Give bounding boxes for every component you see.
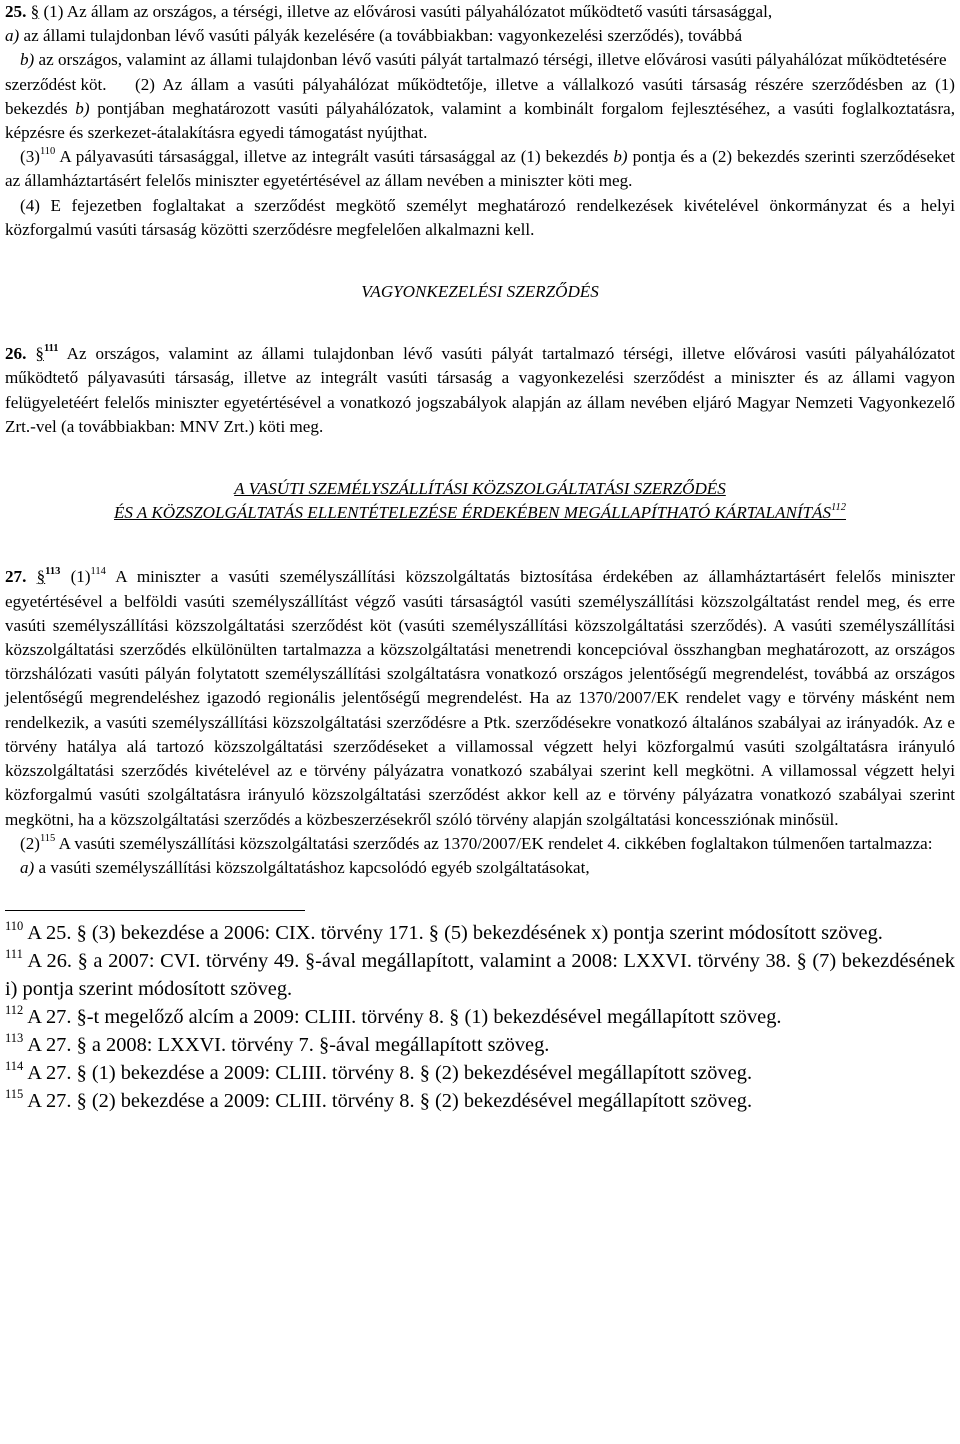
footnotes xyxy=(5,919,955,1115)
para-text: (3) xyxy=(20,147,40,167)
section-27-para-2 xyxy=(5,832,955,856)
section-sign: § xyxy=(36,567,46,587)
footnote-113 xyxy=(5,1031,955,1059)
footnote-number: 115 xyxy=(5,1087,24,1102)
point-text: az állami tulajdonban lévő vasúti pályák kezelésére (a továbbiakban: vagyonkezelési szerződés), továbbá xyxy=(23,26,743,46)
section-27-point-a xyxy=(5,856,955,880)
footnote-text: A 27. §-t megelőző alcím a 2009: CLIII. törvény 8. § (1) bekezdésével megállapított szöveg. xyxy=(27,1006,782,1029)
section-text: Az országos, valamint az állami tulajdonban lévő vasúti pályát tartalmazó térségi, illetve elővárosi vasúti pályahálózatot működtető pályavasúti társaság, illetve az integrált vasúti társaság a vagyonkezelési szerződést a miniszter és az állami vagyon felügyeletéért felelős miniszter egyetértésével a vonatkozó jogszabályok alapján az állam nevében eljáró Magyar Nemzeti Vagyonkezelő Zrt.-vel (a továbbiakban: MNV Zrt.) köti meg. xyxy=(5,344,955,436)
section-25-para-1 xyxy=(5,0,955,24)
footnote-ref[interactable]: 110 xyxy=(39,146,56,158)
footnote-text: A 27. § (1) bekezdése a 2009: CLIII. törvény 8. § (2) bekezdésével megállapított szöveg. xyxy=(27,1062,753,1085)
point-marker: a) xyxy=(20,857,35,877)
section-number: 26. xyxy=(5,344,27,364)
footnote-number: 114 xyxy=(5,1059,24,1074)
heading-text: ÉS A KÖZSZOLGÁLTATÁS ELLENTÉTELEZÉSE ÉRDEKÉBEN MEGÁLLAPÍTHATÓ KÁRTALANÍTÁS xyxy=(113,503,832,523)
para-text: (2) xyxy=(20,833,40,853)
point-marker: b) xyxy=(613,147,628,167)
section-25-para-3 xyxy=(5,145,955,193)
point-text: a vasúti személyszállítási közszolgáltatáshoz kapcsolódó egyéb szolgáltatásokat, xyxy=(38,857,590,877)
para-text: A pályavasúti társasággal, illetve az integrált vasúti társasággal az (1) bekezdés xyxy=(59,147,609,167)
section-text: (1) Az állam az országos, a térségi, illetve az elővárosi vasúti pályahálózatot működtető vasúti társasággal, xyxy=(43,2,773,21)
point-marker: b) xyxy=(20,50,35,70)
footnote-number: 112 xyxy=(5,1003,24,1018)
footnote-text: A 25. § (3) bekezdése a 2006: CIX. törvény 171. § (5) bekezdésének x) pontja szerint módosított szöveg. xyxy=(27,922,883,945)
para-text: A vasúti személyszállítási közszolgáltatási szerződés az 1370/2007/EK rendelet 4. cikkében foglaltakon túlmenően tartalmazza: xyxy=(58,833,933,853)
para-text: (1) xyxy=(70,567,91,587)
point-marker: a) xyxy=(5,26,20,46)
heading-vagyonkezelesi: VAGYONKEZELÉSI SZERZŐDÉS xyxy=(361,282,599,302)
section-26 xyxy=(5,342,955,439)
footnote-number: 110 xyxy=(5,919,24,934)
footnote-ref[interactable]: 114 xyxy=(90,566,106,578)
footnote-114 xyxy=(5,1059,955,1087)
footnote-separator xyxy=(5,910,305,911)
section-number: 27. xyxy=(5,567,27,587)
para-text: (2) Az állam a vasúti pályahálózat működtetője, illetve a vállalkozó vasúti társaság részére szerződésben az (1) bekezdés xyxy=(5,74,955,118)
heading-kozszolgaltatas-line-2 xyxy=(5,501,955,525)
footnote-ref[interactable]: 115 xyxy=(39,832,56,844)
footnote-text: A 27. § a 2008: LXXVI. törvény 7. §-ával megállapított szöveg. xyxy=(27,1034,550,1057)
heading-kozszolgaltatas-line-1: A VASÚTI SZEMÉLYSZÁLLÍTÁSI KÖZSZOLGÁLTATÁSI SZERZŐDÉS xyxy=(234,479,726,499)
section-25-point-b xyxy=(5,48,955,72)
para-text: A miniszter a vasúti személyszállítási közszolgáltatás biztosítása érdekében az államháztartásért felelős miniszter egyetértésével a belföldi vasúti személyszállítást végző vasúti társaságtól vasúti személyszállítási közszolgáltatást rendel meg, és erre vasúti személyszállítási közszolgáltatási szerződést köt (vasúti személyszállítási közszolgáltatási szerződés). A vasúti személyszállítási közszolgáltatási szerződés elkülönülten tartalmazza a közszolgáltatási menetrendi koncepcióval összhangban meghatározott, az országos törzshálózati vasúti pályán folytatott személyszállítási szolgáltatásra vonatkozó országos jelentőségű megrendelést, továbbá az országos jelentőségű megrendeléshez igazodó regionális jelentőségű megrendelést. Ha az 1370/2007/EK rendelet vagy e törvény másként nem rendelkezik, a vasúti személyszállítási közszolgáltatási szerződésre a Ptk. szerződésekre vonatkozó általános szabályai az irányadók. Az e törvény hatálya alá tartozó közszolgáltatási szerződéseket a villamossal végzett helyi közforgalmú vasúti szolgáltatásra irányuló közszolgáltatási szerződés kivételével az e törvény pályázatra vonatkozó szabályai szerint kell megkötni. A villamossal végzett helyi közforgalmú vasúti szolgáltatásra irányuló közszolgáltatási szerződést akkor kell az e törvény pályázatra vonatkozó szabályai szerint megkötni, ha a közszolgáltatási szerződés a közbeszerzésekről szóló törvény alapján szolgáltatási koncessziónak minősül. xyxy=(5,567,955,829)
footnote-115 xyxy=(5,1087,955,1115)
footnote-number: 111 xyxy=(5,947,23,962)
point-marker: b) xyxy=(75,98,90,118)
footnote-111 xyxy=(5,947,955,1003)
section-27-para-1 xyxy=(5,565,955,831)
section-number: 25. xyxy=(5,2,27,21)
section-sign: § xyxy=(35,344,44,364)
footnote-112 xyxy=(5,1003,955,1031)
section-25-para-1-end: szerződést köt. xyxy=(5,74,107,94)
section-25-point-a xyxy=(5,24,955,48)
footnote-ref[interactable]: 113 xyxy=(45,566,61,578)
footnote-text: A 26. § a 2007: CVI. törvény 49. §-ával megállapított, valamint a 2008: LXXVI. törvény 38. § (7) bekezdésének i) pontja szerint módosított szöveg. xyxy=(5,950,955,1001)
footnote-ref[interactable]: 112 xyxy=(831,502,847,514)
section-sign: § xyxy=(30,2,40,21)
para-text: pontja és a (2) bekezdés szerinti szerződéseket az államháztartásért felelős miniszter egyetértésével az állam nevében a miniszter köti meg. xyxy=(5,147,955,191)
footnote-110 xyxy=(5,919,955,947)
point-text: az országos, valamint az állami tulajdonban lévő vasúti pályát tartalmazó térségi, illetve elővárosi vasúti pályahálózat működtetésére xyxy=(38,50,947,70)
section-25-para-2 xyxy=(5,73,955,146)
footnote-ref[interactable]: 111 xyxy=(43,343,59,355)
section-25-para-4: (4) E fejezetben foglaltakat a szerződést megkötő személyt meghatározó rendelkezések kivételével önkormányzat és a helyi közforgalmú vasúti társaság közötti szerződésre megfelelően alkalmazni kell. xyxy=(5,195,955,239)
footnote-number: 113 xyxy=(5,1031,24,1046)
para-text: pontjában meghatározott vasúti pályahálózatok, valamint a kombinált forgalom fejlesztéséhez, a vasúti foglalkoztatásra, képzésre és szerkezet-átalakításra egyedi támogatást nyújthat. xyxy=(5,98,955,143)
footnote-text: A 27. § (2) bekezdése a 2009: CLIII. törvény 8. § (2) bekezdésével megállapított szöveg. xyxy=(27,1090,753,1113)
